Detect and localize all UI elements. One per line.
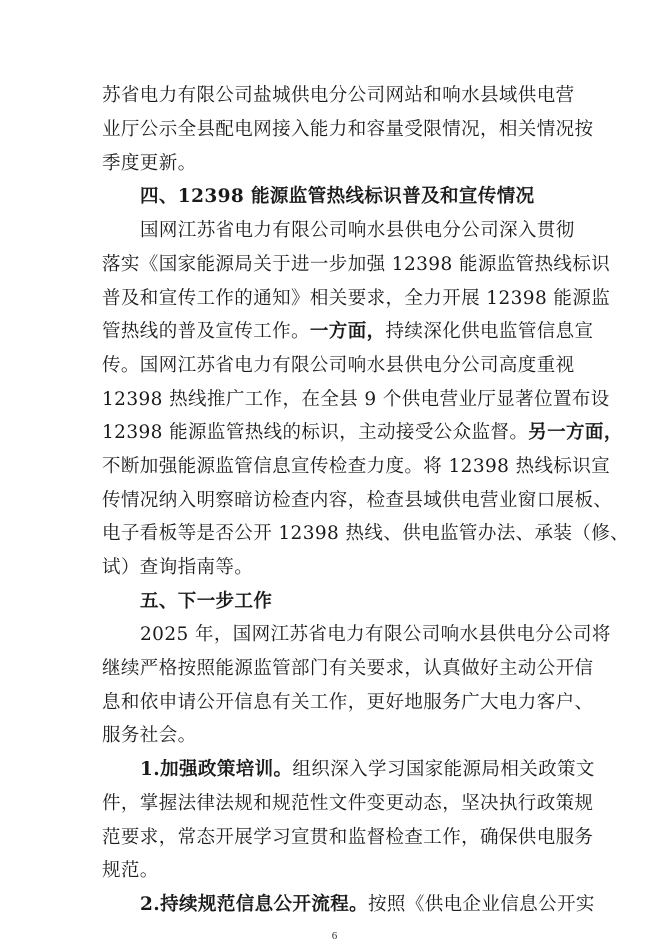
body-line: 服务社会。 bbox=[102, 725, 197, 746]
line-text: 组织深入学习国家能源局相关政策文 bbox=[292, 759, 595, 780]
body-line: 普及和宣传工作的通知》相关要求，全力开展 12398 能源监 bbox=[102, 288, 611, 309]
body-line bbox=[102, 320, 594, 344]
line-text: 管热线的普及宣传工作。 bbox=[102, 321, 310, 342]
section-heading-5: 五、下一步工作 bbox=[140, 591, 273, 612]
body-line: 电子看板等是否公开 12398 热线、供电监管办法、承装（修、 bbox=[102, 523, 630, 544]
body-line: 传。国网江苏省电力有限公司响水县供电分公司高度重视 bbox=[102, 355, 575, 376]
line-text: 12398 能源监管热线的标识，主动接受公众监督。 bbox=[102, 422, 529, 443]
body-line bbox=[140, 758, 595, 782]
body-line: 继续严格按照能源监管部门有关要求，认真做好主动公开信 bbox=[102, 658, 594, 679]
numbered-heading: 1.加强政策培训。 bbox=[140, 759, 293, 780]
body-line: 规范。 bbox=[102, 860, 159, 881]
body-line: 业厅公示全县配电网接入能力和容量受限情况，相关情况按 bbox=[102, 119, 594, 140]
emphasis-text: 一方面， bbox=[309, 321, 386, 342]
body-line: 苏省电力有限公司盐城供电分公司网站和响水县域供电营 bbox=[102, 85, 575, 106]
body-line: 2025 年，国网江苏省电力有限公司响水县供电分公司将 bbox=[140, 624, 611, 645]
body-line bbox=[140, 893, 595, 917]
body-line: 落实《国家能源局关于进一步加强 12398 能源监管热线标识 bbox=[102, 254, 611, 275]
numbered-heading: 2.持续规范信息公开流程。 bbox=[140, 894, 369, 915]
section-heading-4: 四、12398 能源监管热线标识普及和宣传情况 bbox=[140, 186, 535, 207]
body-line: 息和依申请公开信息有关工作，更好地服务广大电力客户、 bbox=[102, 692, 594, 713]
body-line: 季度更新。 bbox=[102, 153, 197, 174]
body-line bbox=[102, 421, 623, 445]
body-line: 件，掌握法律法规和规范性文件变更动态，坚决执行政策规 bbox=[102, 793, 594, 814]
body-line: 不断加强能源监管信息宣传检查力度。将 12398 热线标识宣 bbox=[102, 456, 611, 477]
body-line: 国网江苏省电力有限公司响水县供电分公司深入贯彻 bbox=[140, 220, 575, 241]
line-text: 按照《供电企业信息公开实 bbox=[368, 894, 595, 915]
page-number: 6 bbox=[331, 930, 338, 942]
body-line: 试）查询指南等。 bbox=[102, 557, 254, 578]
line-text: 持续深化供电监管信息宣 bbox=[385, 321, 594, 342]
body-line: 12398 热线推广工作，在全县 9 个供电营业厅显著位置布设 bbox=[102, 389, 610, 410]
emphasis-text: 另一方面， bbox=[528, 422, 623, 443]
body-line: 范要求，常态开展学习宣贯和监督检查工作，确保供电服务 bbox=[102, 827, 594, 848]
body-line: 传情况纳入明察暗访检查内容，检查县域供电营业窗口展板、 bbox=[102, 490, 613, 511]
